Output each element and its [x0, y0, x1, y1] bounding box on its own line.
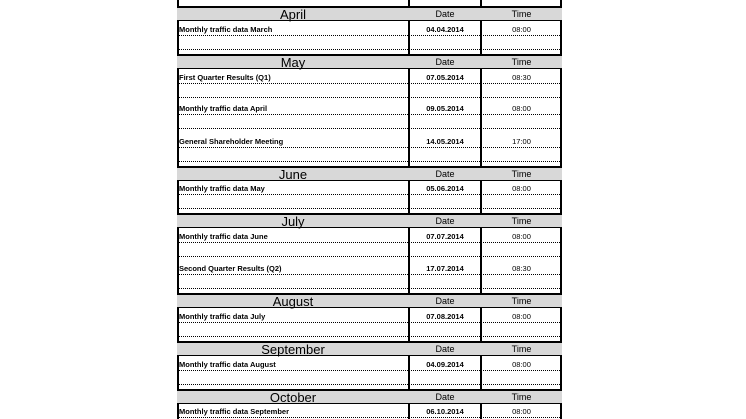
event-time: 08:30 [512, 264, 531, 273]
column-header-time: Time [511, 9, 532, 19]
month-header [177, 293, 562, 308]
event-title: Monthly traffic data September [179, 407, 290, 416]
month-header [177, 389, 562, 404]
month-name: May [280, 55, 306, 70]
row-separator [177, 83, 562, 84]
row-separator [177, 384, 562, 385]
event-date: 17.07.2014 [426, 264, 464, 273]
row-separator [177, 194, 562, 195]
column-header-date: Date [435, 169, 455, 179]
event-date: 07.08.2014 [426, 312, 464, 321]
row-separator [177, 128, 562, 129]
event-title: Monthly traffic data July [179, 312, 266, 321]
row-separator [177, 49, 562, 50]
column-header-date: Date [435, 57, 455, 67]
row-separator [177, 97, 562, 98]
column-header-date: Date [435, 9, 455, 19]
event-title: Second Quarter Results (Q2) [179, 264, 282, 273]
month-header [177, 6, 562, 21]
event-title: Monthly traffic data March [179, 25, 273, 34]
month-name: October [269, 390, 317, 405]
column-header-date: Date [435, 216, 455, 226]
event-time: 08:00 [512, 184, 531, 193]
event-title: Monthly traffic data August [179, 360, 276, 369]
column-header-date: Date [435, 344, 455, 354]
event-time: 17:00 [512, 137, 531, 146]
month-name: April [279, 7, 306, 22]
row-separator [177, 256, 562, 257]
event-time: 08:00 [512, 25, 531, 34]
event-title: General Shareholder Meeting [179, 137, 284, 146]
event-date: 09.05.2014 [426, 104, 464, 113]
row-separator [177, 147, 562, 148]
event-title: Monthly traffic data April [179, 104, 268, 113]
month-name: August [272, 294, 314, 309]
column-header-date: Date [435, 392, 455, 402]
month-name: June [278, 167, 308, 182]
row-separator [177, 242, 562, 243]
row-separator [177, 417, 562, 418]
row-separator [177, 274, 562, 275]
event-date: 14.05.2014 [426, 137, 464, 146]
event-date: 07.07.2014 [426, 232, 464, 241]
event-title: Monthly traffic data May [179, 184, 265, 193]
row-separator [177, 208, 562, 209]
column-header-time: Time [511, 296, 532, 306]
column-header-date: Date [435, 296, 455, 306]
row-separator [177, 370, 562, 371]
row-separator [177, 114, 562, 115]
row-separator [177, 288, 562, 289]
event-time: 08:00 [512, 104, 531, 113]
column-header-time: Time [511, 392, 532, 402]
month-header [177, 213, 562, 228]
month-name: July [281, 214, 305, 229]
event-date: 04.04.2014 [426, 25, 464, 34]
row-separator [177, 161, 562, 162]
column-header-time: Time [511, 57, 532, 67]
event-title: First Quarter Results (Q1) [179, 73, 271, 82]
column-header-time: Time [511, 169, 532, 179]
row-separator [177, 322, 562, 323]
event-date: 07.05.2014 [426, 73, 464, 82]
event-title: Monthly traffic data June [179, 232, 268, 241]
column-header-time: Time [511, 344, 532, 354]
event-time: 08:00 [512, 232, 531, 241]
event-time: 08:00 [512, 407, 531, 416]
month-header [177, 341, 562, 356]
event-time: 08:00 [512, 312, 531, 321]
month-name: September [261, 342, 325, 357]
event-time: 08:00 [512, 360, 531, 369]
row-separator [177, 35, 562, 36]
column-header-time: Time [511, 216, 532, 226]
month-header [177, 166, 562, 181]
event-date: 04.09.2014 [426, 360, 464, 369]
event-date: 05.06.2014 [426, 184, 464, 193]
month-header [177, 54, 562, 69]
event-date: 06.10.2014 [426, 407, 464, 416]
row-separator [177, 336, 562, 337]
event-time: 08:30 [512, 73, 531, 82]
